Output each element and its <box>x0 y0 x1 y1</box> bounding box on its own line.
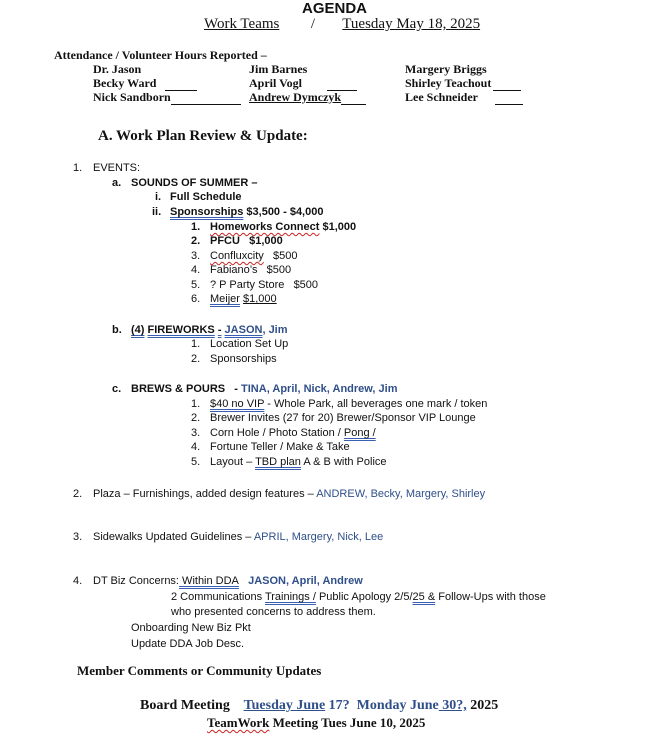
teamwork-meeting-line: TeamWork Meeting Tues June 10, 2025 <box>207 715 426 730</box>
attendee-april-vogl: April Vogl <box>249 77 357 91</box>
sounds-letter: a. <box>112 177 122 189</box>
brews-item-1: $40 no VIP - Whole Park, all beverages one mark / token <box>210 398 488 410</box>
dtbiz-update-job-desc: Update DDA Job Desc. <box>131 638 245 650</box>
brews-item-3-number: 3. <box>191 427 201 439</box>
brews-item-1-number: 1. <box>191 398 201 410</box>
brews-item-5: Layout – TBD plan A & B with Police <box>210 456 387 468</box>
events-number: 1. <box>73 162 83 174</box>
sponsor-3-number: 3. <box>191 250 201 262</box>
fireworks-letter: b. <box>112 324 122 336</box>
sponsor-2-number: 2. <box>191 235 201 247</box>
dtbiz-communications-cont: who presented concerns to address them. <box>171 606 376 618</box>
brews-item-3: Corn Hole / Photo Station / Pong / <box>210 427 376 439</box>
sponsor-4: Fabiano’s $500 <box>210 264 292 276</box>
sounds-ii-number: ii. <box>152 206 162 218</box>
sponsor-5: ? P Party Store $500 <box>210 279 319 291</box>
dtbiz-number: 4. <box>73 575 83 587</box>
attendance-heading: Attendance / Volunteer Hours Reported – <box>54 48 267 62</box>
subtitle-date: Tuesday May 18, 2025 <box>342 16 481 32</box>
fireworks-location: Location Set Up <box>210 338 289 350</box>
sponsor-1: Homeworks Connect $1,000 <box>210 221 357 233</box>
dtbiz-communications: 2 Communications Trainings / Public Apology 2/5/25 & Follow-Ups with those <box>171 591 546 603</box>
events-label: EVENTS: <box>93 162 141 174</box>
sponsor-5-number: 5. <box>191 279 201 291</box>
sponsor-1-number: 1. <box>191 221 201 233</box>
attendee-jim-barnes: Jim Barnes <box>249 62 308 76</box>
sponsor-2: PFCU $1,000 <box>210 235 283 247</box>
sounds-i-number: i. <box>155 191 162 203</box>
attendee-lee-schneider: Lee Schneider <box>405 91 523 105</box>
sidewalks-item: Sidewalks Updated Guidelines – APRIL, Margery, Nick, Lee <box>93 531 384 543</box>
brews-item-4: Fortune Teller / Make & Take <box>210 441 350 453</box>
dtbiz-item: DT Biz Concerns: Within DDA JASON, April, Andrew <box>93 575 363 587</box>
brews-letter: c. <box>112 383 122 395</box>
brews-item-2-number: 2. <box>191 412 201 424</box>
attendee-shirley-teachout: Shirley Teachout <box>405 77 521 91</box>
plaza-item: Plaza – Furnishings, added design features – ANDREW, Becky, Margery, Shirley <box>93 488 486 500</box>
attendee-becky-ward: Becky Ward <box>93 77 197 91</box>
brews-item-5-number: 5. <box>191 456 201 468</box>
sounds-title: SOUNDS OF SUMMER – <box>131 177 258 189</box>
sidewalks-number: 3. <box>73 531 83 543</box>
brews-item-2: Brewer Invites (27 for 20) Brewer/Sponsor VIP Lounge <box>210 412 476 424</box>
sponsorships-line: Sponsorships $3,500 - $4,000 <box>170 206 324 218</box>
fireworks-sponsorships: Sponsorships <box>210 353 277 365</box>
fireworks-item-1-number: 1. <box>191 338 201 350</box>
subtitle-separator: / <box>310 16 316 32</box>
attendee-dr-jason: Dr. Jason <box>93 62 142 76</box>
attendee-andrew-dymczyk: Andrew Dymczyk <box>249 91 366 105</box>
fireworks-title: (4) FIREWORKS - JASON, Jim <box>131 324 288 336</box>
brews-title: BREWS & POURS - TINA, April, Nick, Andrew, Jim <box>131 383 398 395</box>
sponsor-6: Meijer $1,000 <box>210 293 277 305</box>
fireworks-item-2-number: 2. <box>191 353 201 365</box>
attendee-nick-sandborn: Nick Sandborn <box>93 91 241 105</box>
sponsor-6-number: 6. <box>191 293 201 305</box>
member-comments-heading: Member Comments or Community Updates <box>77 663 322 678</box>
page-subtitle <box>204 16 480 33</box>
subtitle-work-teams: Work Teams <box>204 16 280 32</box>
sounds-full-schedule: Full Schedule <box>170 191 242 203</box>
board-meeting-line: Board Meeting Tuesday June 17? Monday June 30?, 2025 <box>140 698 499 713</box>
dtbiz-onboarding: Onboarding New Biz Pkt <box>131 622 251 634</box>
plaza-number: 2. <box>73 488 83 500</box>
sponsor-4-number: 4. <box>191 264 201 276</box>
attendee-margery-briggs: Margery Briggs <box>405 62 487 76</box>
sponsor-3: Confluxcity $500 <box>210 250 298 262</box>
page-title: AGENDA <box>302 0 368 17</box>
brews-item-4-number: 4. <box>191 441 201 453</box>
section-a-heading: A. Work Plan Review & Update: <box>98 128 308 144</box>
